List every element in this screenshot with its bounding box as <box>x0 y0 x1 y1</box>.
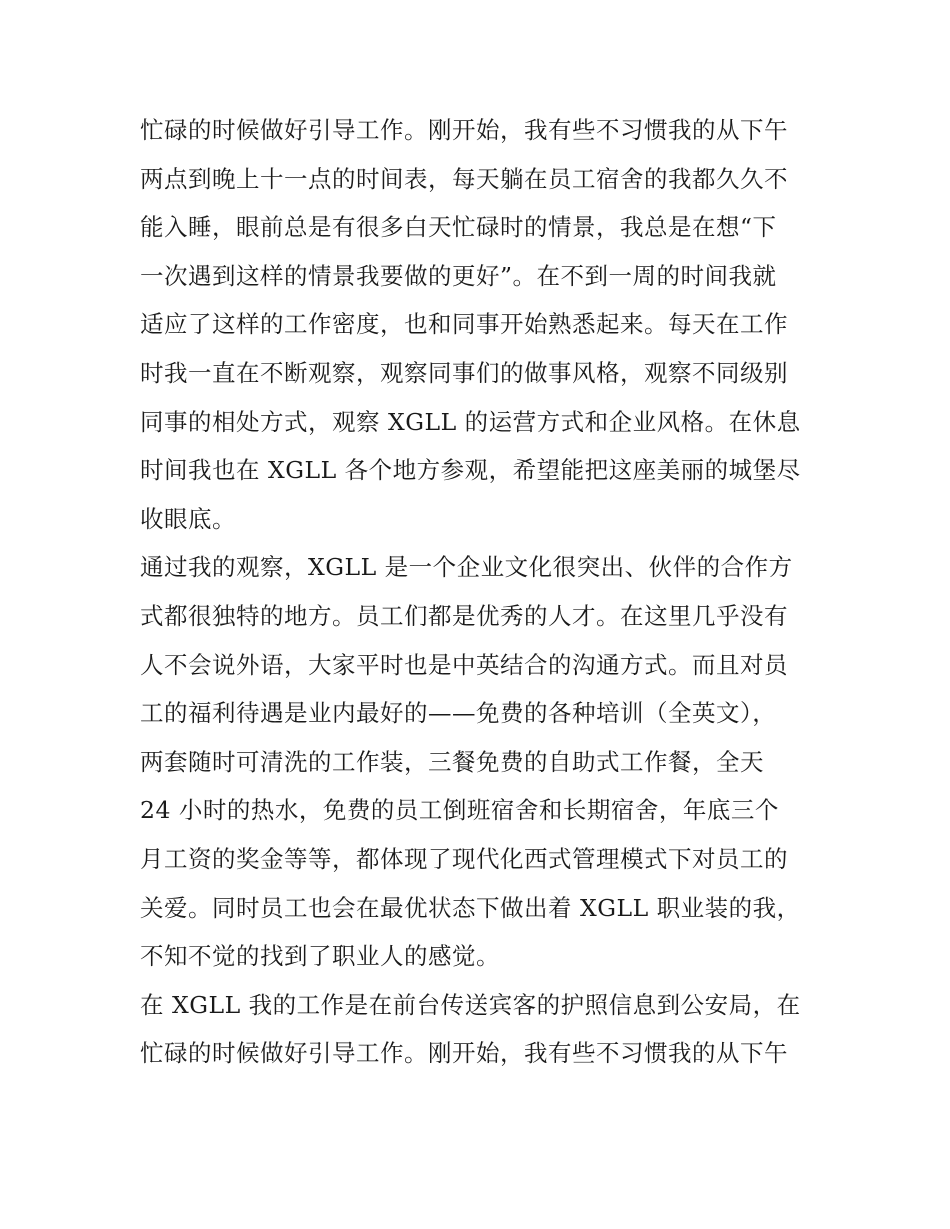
text-line: 时间我也在 XGLL 各个地方参观，希望能把这座美丽的城堡尽 <box>140 456 801 485</box>
text-line: 人不会说外语，大家平时也是中英结合的沟通方式。而且对员 <box>140 650 788 679</box>
text-line: 通过我的观察，XGLL 是一个企业文化很突出、伙伴的合作方 <box>140 553 793 582</box>
text-line: 在 XGLL 我的工作是在前台传送宾客的护照信息到公安局，在 <box>140 990 801 1019</box>
text-line: 工的福利待遇是业内最好的——免费的各种培训（全英文）， <box>140 699 777 728</box>
text-line: 式都很独特的地方。员工们都是优秀的人才。在这里几乎没有 <box>140 601 788 630</box>
text-line: 两套随时可清洗的工作装，三餐免费的自助式工作餐，全天 <box>140 747 764 776</box>
text-line: 不知不觉的找到了职业人的感觉。 <box>140 942 500 971</box>
text-line: 一次遇到这样的情景我要做的更好”。在不到一周的时间我就 <box>140 261 777 290</box>
body-text <box>140 106 820 1078</box>
text-line: 同事的相处方式，观察 XGLL 的运营方式和企业风格。在休息 <box>140 407 801 436</box>
text-line: 两点到晚上十一点的时间表，每天躺在员工宿舍的我都久久不 <box>140 164 788 193</box>
text-line: 月工资的奖金等等，都体现了现代化西式管理模式下对员工的 <box>140 844 788 873</box>
text-line: 收眼底。 <box>140 504 236 533</box>
text-line: 关爱。同时员工也会在最优状态下做出着 XGLL 职业装的我， <box>140 893 801 922</box>
text-line: 24 小时的热水，免费的员工倒班宿舍和长期宿舍，年底三个 <box>140 796 779 825</box>
text-line: 适应了这样的工作密度，也和同事开始熟悉起来。每天在工作 <box>140 310 788 339</box>
text-line: 能入睡，眼前总是有很多白天忙碌时的情景，我总是在想“下 <box>140 213 777 242</box>
text-line: 忙碌的时候做好引导工作。刚开始，我有些不习惯我的从下午 <box>140 1039 788 1068</box>
text-line: 忙碌的时候做好引导工作。刚开始，我有些不习惯我的从下午 <box>140 116 788 144</box>
text-line: 时我一直在不断观察，观察同事们的做事风格，观察不同级别 <box>140 358 788 387</box>
